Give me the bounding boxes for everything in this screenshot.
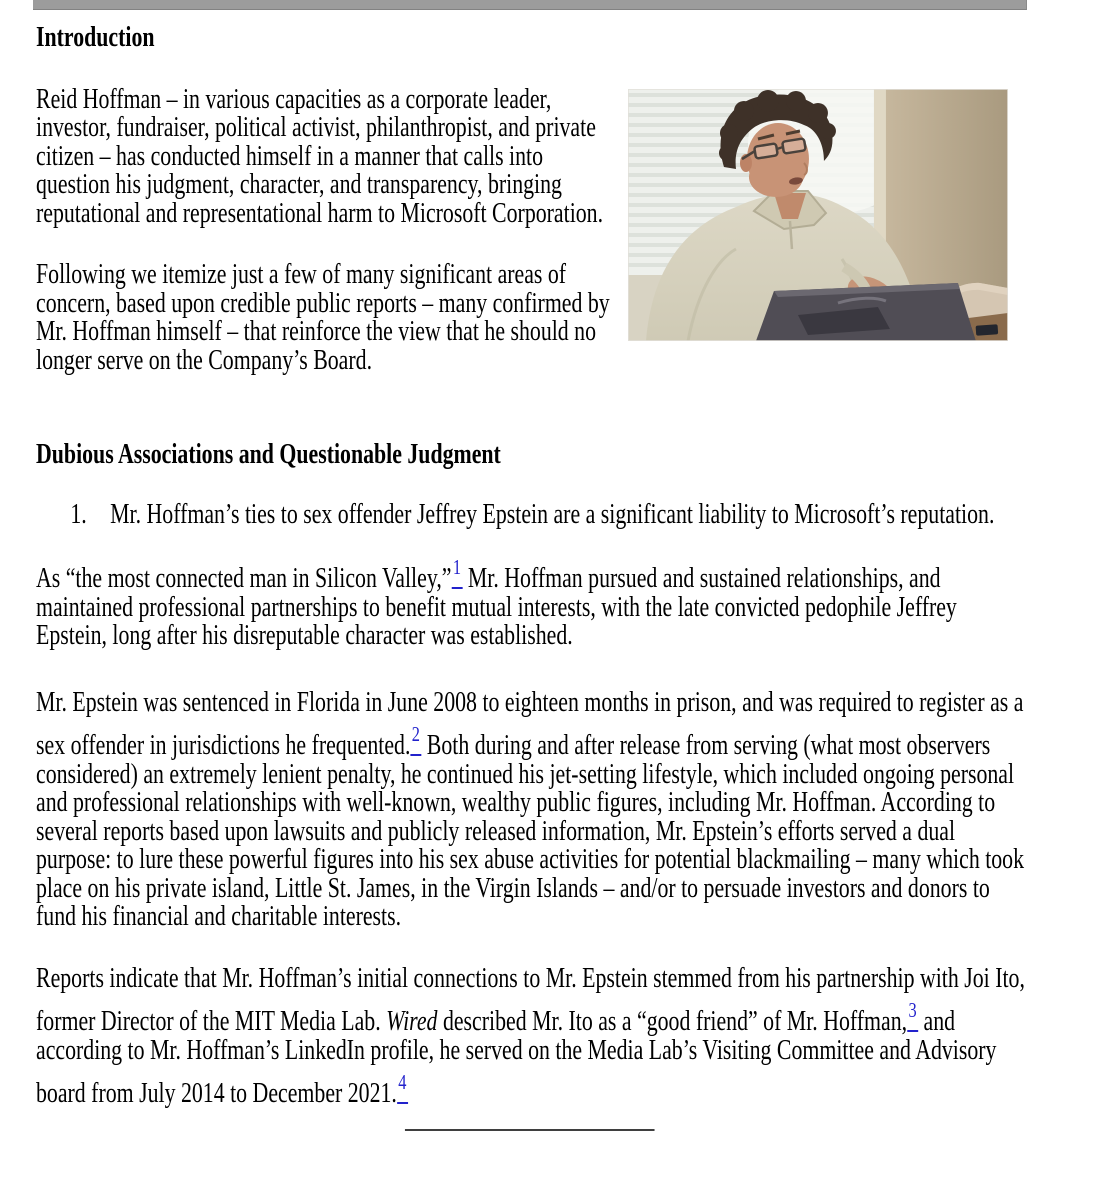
document-page <box>36 24 1028 1131</box>
footnote-ref-2[interactable]: 2 <box>410 730 421 761</box>
paragraph-following: Following we itemize just a few of many significant areas of concern, based upon credible public reports – many confirmed by Mr. Hoffman himself – that reinforce the view that he should no longer serve on the Company’s Board. <box>36 259 610 376</box>
footnote-separator <box>405 1129 655 1131</box>
italic-text: Wired <box>386 1006 438 1037</box>
heading-dubious-associations: Dubious Associations and Questionable Judgment <box>36 439 501 470</box>
heading-introduction: Introduction <box>36 22 155 53</box>
list-item-text: Mr. Hoffman’s ties to sex offender Jeffrey Epstein are a significant liability to Microsoft’s reputation. <box>110 498 995 530</box>
list-number: 1. <box>70 498 87 530</box>
paragraph-reports-joi-ito: Reports indicate that Mr. Hoffman’s initial connections to Mr. Epstein stemmed from his partnership with Joi Ito, former Director of the MIT Media Lab. Wired described Mr. Ito as a “good friend” of Mr. Hoffman,3 and according to Mr. Hoffman’s LinkedIn profile, he served on the Media Lab’s Visiting Committee and Advisory board from July 2014 to December 2021.4 <box>36 962 1025 1109</box>
reid-hoffman-photo-art <box>628 89 1008 341</box>
paragraph-epstein-sentenced: Mr. Epstein was sentenced in Florida in June 2008 to eighteen months in prison, and was required to register as a sex offender in jurisdictions he frequented.2 Both during and after release from serving (what most observers considered) an extremely lenient penalty, he continued his jet-setting lifestyle, which included ongoing personal and professional relationships with well-known, wealthy public figures, including Mr. Hoffman. According to several reports based upon lawsuits and publicly released information, Mr. Epstein’s efforts served a dual purpose: to lure these powerful figures into his sex abuse activities for potential blackmailing – many which took place on his private island, Little St. James, in the Virgin Islands – and/or to persuade investors and donors to fund his financial and charitable interests. <box>36 686 1025 932</box>
paragraph-connected: As “the most connected man in Silicon Valley,”1 Mr. Hoffman pursued and sustained relationships, and maintained professional partnerships to benefit mutual interests, with the late convicted pedophile Jeffrey Epstein, long after his disreputable character was established. <box>36 555 957 651</box>
reid-hoffman-photo <box>628 89 1008 341</box>
footnote-ref-4[interactable]: 4 <box>397 1078 408 1109</box>
top-gray-bar <box>33 0 1027 10</box>
paragraph-reid-hoffman <box>36 83 1028 229</box>
footnote-ref-3[interactable]: 3 <box>907 1006 918 1037</box>
numbered-list-item-1 <box>36 498 1028 530</box>
footnote-ref-1[interactable]: 1 <box>451 563 462 594</box>
paragraph-reid-hoffman-text: Reid Hoffman – in various capacities as a corporate leader, investor, fundraiser, political activist, philanthropist, and private citizen – has conducted himself in a manner that calls into question his judgment, character, and transparency, bringing reputational and representational harm to Microsoft Corporation. <box>36 83 604 229</box>
